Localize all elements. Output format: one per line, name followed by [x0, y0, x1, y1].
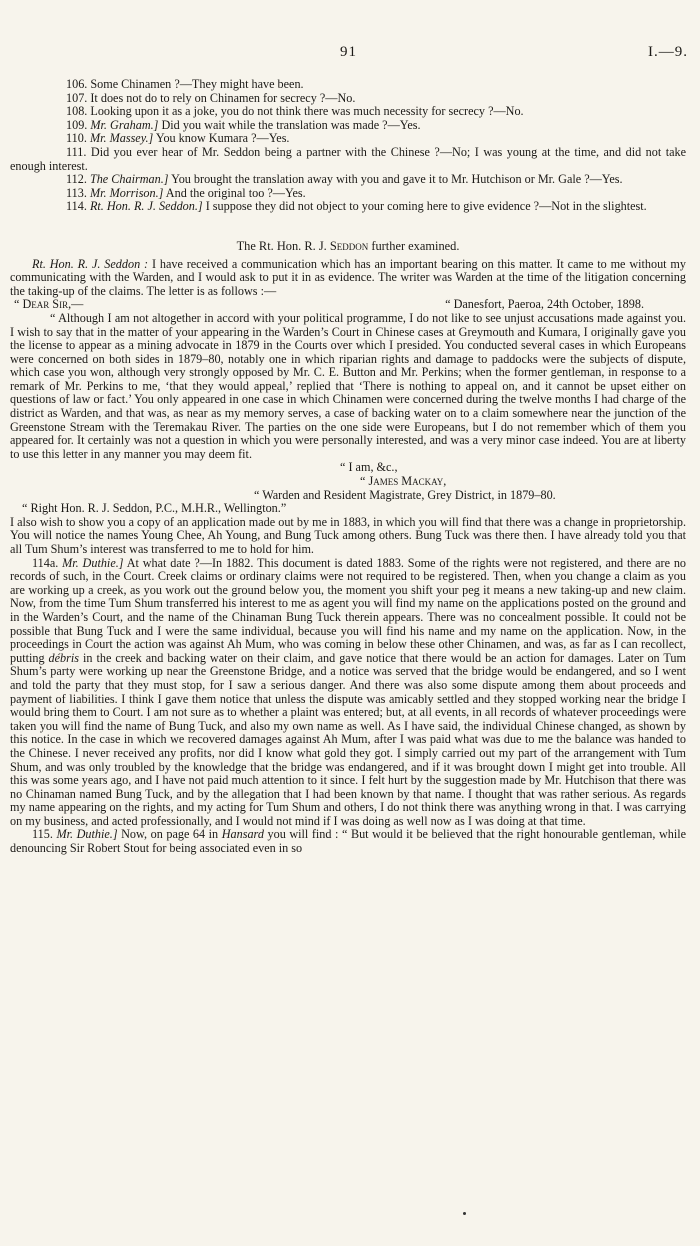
question-number: 115. — [32, 827, 53, 842]
question-number: 108. — [66, 104, 88, 119]
letter-addressee: “ Right Hon. R. J. Seddon, P.C., M.H.R., Wellington.” — [22, 501, 287, 516]
question-text: At what date ?—In 1882. This document is dated 1883. Some of the rights were not registered, and there are no records of such, in the Court. Creek claims or ordinary claims were not required to be registered. Then, when you change a claim as you are working up a creek, as you work out the ground below you, the moment you shift your peg it means a new taking-up and new claim. Now, from the time Tum Shum transferred his interest to me as agent you will find my name on the applications posted on the ground and in the Warden’s Court, and the name of the Chinaman Bung Tuck therein appears. There was no concealment possible. It could not be possible that Bung Tuck and I were the same individual, because you will find his name and my name on the application. Now, in the proceedings in Court the action was against Ah Mum, who was coming in below these other Chinamen, and was, as far as I can recollect, putting — [10, 555, 687, 665]
question-text: Some Chinamen ?—They might have been. — [90, 77, 304, 91]
question-text: You brought the translation away with you and gave it to Mr. Hutchison or Mr. Gale ?—Yes. — [171, 172, 623, 187]
question-107 — [10, 92, 686, 106]
page-number: 91 — [340, 44, 357, 60]
question-111 — [10, 146, 686, 173]
document-reference: I.—9. — [648, 44, 688, 60]
question-text: I suppose they did not object to your coming here to give evidence ?—Not in the slightest. — [205, 199, 647, 214]
letter-salutation: “ Dear Sir,— — [14, 297, 84, 312]
question-110 — [10, 132, 686, 146]
heading-name: Seddon — [329, 238, 369, 253]
question-number: 113. — [66, 185, 87, 200]
question-text: And the original too ?—Yes. — [165, 185, 306, 200]
question-text: Did you ever hear of Mr. Seddon being a partner with the Chinese ?—No; I was young at the time, and did not take enough interest. — [10, 144, 686, 173]
question-number: 107. — [66, 90, 88, 105]
speaker: The Chairman.] — [89, 172, 169, 187]
question-number: 114a. — [32, 555, 59, 570]
letter-header — [10, 298, 686, 312]
print-speck — [463, 1212, 466, 1215]
speaker: Mr. Duthie.] — [56, 827, 118, 842]
question-109 — [10, 119, 686, 133]
heading-suffix: further examined. — [371, 238, 460, 253]
question-108 — [10, 105, 686, 119]
question-text-continued: you will find : “ But would it be believed that the right honourable gentleman, while denouncing Sir Robert Stout for being associated even in so — [10, 827, 687, 856]
question-number: 112. — [66, 172, 87, 187]
letter-signatory-title: “ Warden and Resident Magistrate, Grey District, in 1879–80. — [254, 487, 556, 502]
speaker: Rt. Hon. R. J. Seddon.] — [89, 199, 203, 214]
question-number: 114. — [66, 199, 87, 214]
question-number: 110. — [66, 131, 87, 146]
question-number: 111. — [66, 144, 87, 159]
heading-prefix: The Rt. Hon. R. J. — [236, 238, 327, 253]
speaker: Rt. Hon. R. J. Seddon : — [32, 256, 149, 271]
question-text: Looking upon it as a joke, you do not think there was much necessity for secrecy ?—No. — [90, 104, 524, 119]
intro-text: I have received a communication which has an important bearing on this matter. It came to me without my communicating with the Warden, and I would ask to put it in as evidence. The writer was Warden at the time of the litigation concerning the taking-up of the claims. The letter is as follows :— — [10, 256, 686, 298]
speaker: Mr. Graham.] — [90, 117, 159, 132]
italic-term: Hansard — [221, 827, 264, 842]
letter-signature: “ James Mackay, — [360, 474, 447, 489]
page-body — [10, 78, 686, 856]
question-list — [10, 78, 686, 214]
question-text: Did you wait while the translation was made ?—Yes. — [161, 117, 421, 132]
speaker: Mr. Massey.] — [89, 131, 154, 146]
question-112 — [10, 173, 686, 187]
question-text: You know Kumara ?—Yes. — [155, 131, 290, 146]
letter-closing: “ I am, &c., — [340, 460, 398, 475]
italic-term: débris — [48, 650, 80, 665]
question-number: 106. — [66, 77, 88, 91]
question-number: 109. — [66, 117, 88, 132]
question-106 — [10, 78, 686, 92]
question-text-continued: in the creek and backing water on their claim, and gave notice that there would be an action for damages. Later on Tum Shum’s party were working up near the Greenstone Bridge, and a notice was served that the bridge would be endangered, and so I went and told the party that they must stop, for I saw a serious danger. And there was also some dispute among them about proceeds and payment of liabilities. I think I gave them notice that unless the dispute was amicably settled and they stopped working near the bridge I would bring them to Court. I am not sure as to whether a plaint was entered; but, at all events, in all records of whatever proceedings were taken you will find the name of Bung Tuck, and also my own name as well. As I have said, the individual Chinese changed, as shown by this notice. In the case in which we recovered damages against Ah Mum, after I was paid what was due to me the balance was handed to the Chinese. I never received any profits, nor did I know what gold they got. I simply carried out my part of the arrangement with Tum Shum, and was only troubled by the knowledge that the bridge was endangered, and if it was brought down I might get into trouble. All this was some years ago, and I have not paid much attention to it since. I felt hurt by the suggestion made by Mr. Hutchison that there was no Chinaman named Bung Tuck, and by the allegation that I had been known by that name. I thought that was rather serious. As regards my name appearing on the rights, and my acting for Tum Shum and others, I do not think there was anything wrong in that. I was carrying on my business, and acted professionally, and I would not mind if I was doing as well now as I was doing at that time. — [10, 650, 687, 828]
letter-place-date: “ Danesfort, Paeroa, 24th October, 1898. — [445, 297, 644, 312]
after-letter-paragraph: I also wish to show you a copy of an application made out by me in 1883, in which you will find that there was a change in proprietorship. You will notice the names Young Chee, Ah Young, and Bung Tuck among others. Bung Tuck was there then. I have already told you that all Tum Shum’s interest was transferred to me to hold for him. — [10, 514, 686, 556]
letter-body: “ Although I am not altogether in accord with your political programme, I do not like to see unjust accusations made against you. I wish to say that in the matter of your appearing in the Warden’s Court in Chinese cases at Greymouth and Kumara, I originally gave you the license to appear as a mining advocate in 1879 in the Courts over which I presided. You conducted several cases in which Europeans were concerned on both sides in 1879–80, notably one in which riparian rights and damage to paddocks were the subjects of dispute, which case you won, although very strongly opposed by Mr. C. E. Button and Mr. Perkins; when the former gentleman, in response to a remark of Mr. Perkins to me, ‘that they would appeal,’ replied that ‘There is nothing to appeal on, and it cannot be upset either on questions of law or fact.’ You only appeared in one case in which Chinamen were concerned during the twelve months I had charge of the district as Warden, and that was, as near as my memory serves, a case of backing water on to a claim somewhere near the junction of the Greenstone Stream with the Teremakau River. The parties on the one side were Europeans, but I do not remember which of them you appeared for. It certainly was not a question in which you were personally interested, and was a very minor case indeed. You are at liberty to use this letter in any manner you may deem fit. — [10, 310, 686, 461]
question-113 — [10, 187, 686, 201]
section-heading — [10, 240, 686, 254]
question-114a — [10, 557, 686, 829]
question-text: It does not do to rely on Chinamen for secrecy ?—No. — [90, 90, 356, 105]
question-text: Now, on page 64 in — [121, 827, 219, 842]
intro-paragraph — [10, 258, 686, 299]
speaker: Mr. Duthie.] — [62, 555, 124, 570]
question-115 — [10, 828, 686, 855]
speaker: Mr. Morrison.] — [89, 185, 164, 200]
question-114 — [10, 200, 686, 214]
